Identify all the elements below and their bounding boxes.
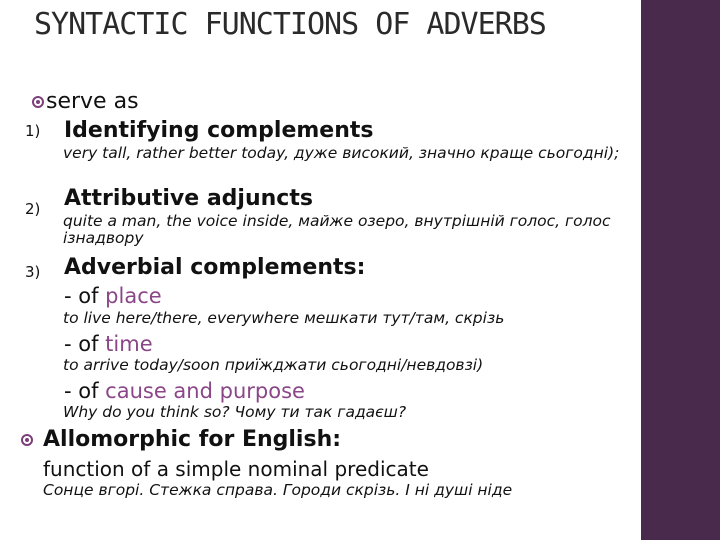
item-label: Adverbial complements:	[64, 255, 366, 280]
subitem-heading	[64, 284, 162, 308]
item-label: Attributive adjuncts	[64, 186, 313, 211]
item-number: 1)	[25, 122, 41, 140]
slide-title: SYNTACTIC FUNCTIONS OF ADVERBS	[34, 7, 546, 42]
item-number: 2)	[25, 200, 41, 218]
intro-text: serve as	[46, 89, 139, 114]
subitem-example: to arrive today/soon приїжджати сьогодні/невдовзі)	[63, 356, 484, 374]
subitem-heading	[64, 379, 305, 403]
subitem-heading	[64, 332, 153, 356]
subitem-prefix: - of	[64, 379, 106, 403]
subitem-prefix: - of	[64, 284, 106, 308]
item-label: Identifying complements	[64, 118, 374, 143]
allomorphic-heading: Allomorphic for English:	[43, 427, 342, 452]
circle-bullet-icon	[32, 96, 44, 108]
subitem-accent: place	[105, 284, 162, 308]
subitem-example: to live here/there, everywhere мешкати тут/там, скрізь	[63, 309, 505, 327]
subitem-example: Why do you think so? Чому ти так гадаєш?	[63, 403, 407, 421]
subitem-accent: time	[105, 332, 153, 356]
subitem-prefix: - of	[64, 332, 106, 356]
circle-bullet-icon	[21, 434, 33, 446]
decorative-sidebar	[641, 0, 720, 540]
allomorphic-example: Сонце вгорі. Стежка справа. Городи скрізь. І ні душі ніде	[43, 481, 513, 499]
item-example: very tall, rather better today, дуже високий, значно краще сьогодні);	[63, 144, 620, 162]
item-number: 3)	[25, 263, 41, 281]
item-example: quite a man, the voice inside, майже озеро, внутрішній голос, голос ізнадвору	[63, 212, 611, 247]
subitem-accent: cause and purpose	[105, 379, 305, 403]
function-text: function of a simple nominal predicate	[43, 457, 429, 481]
